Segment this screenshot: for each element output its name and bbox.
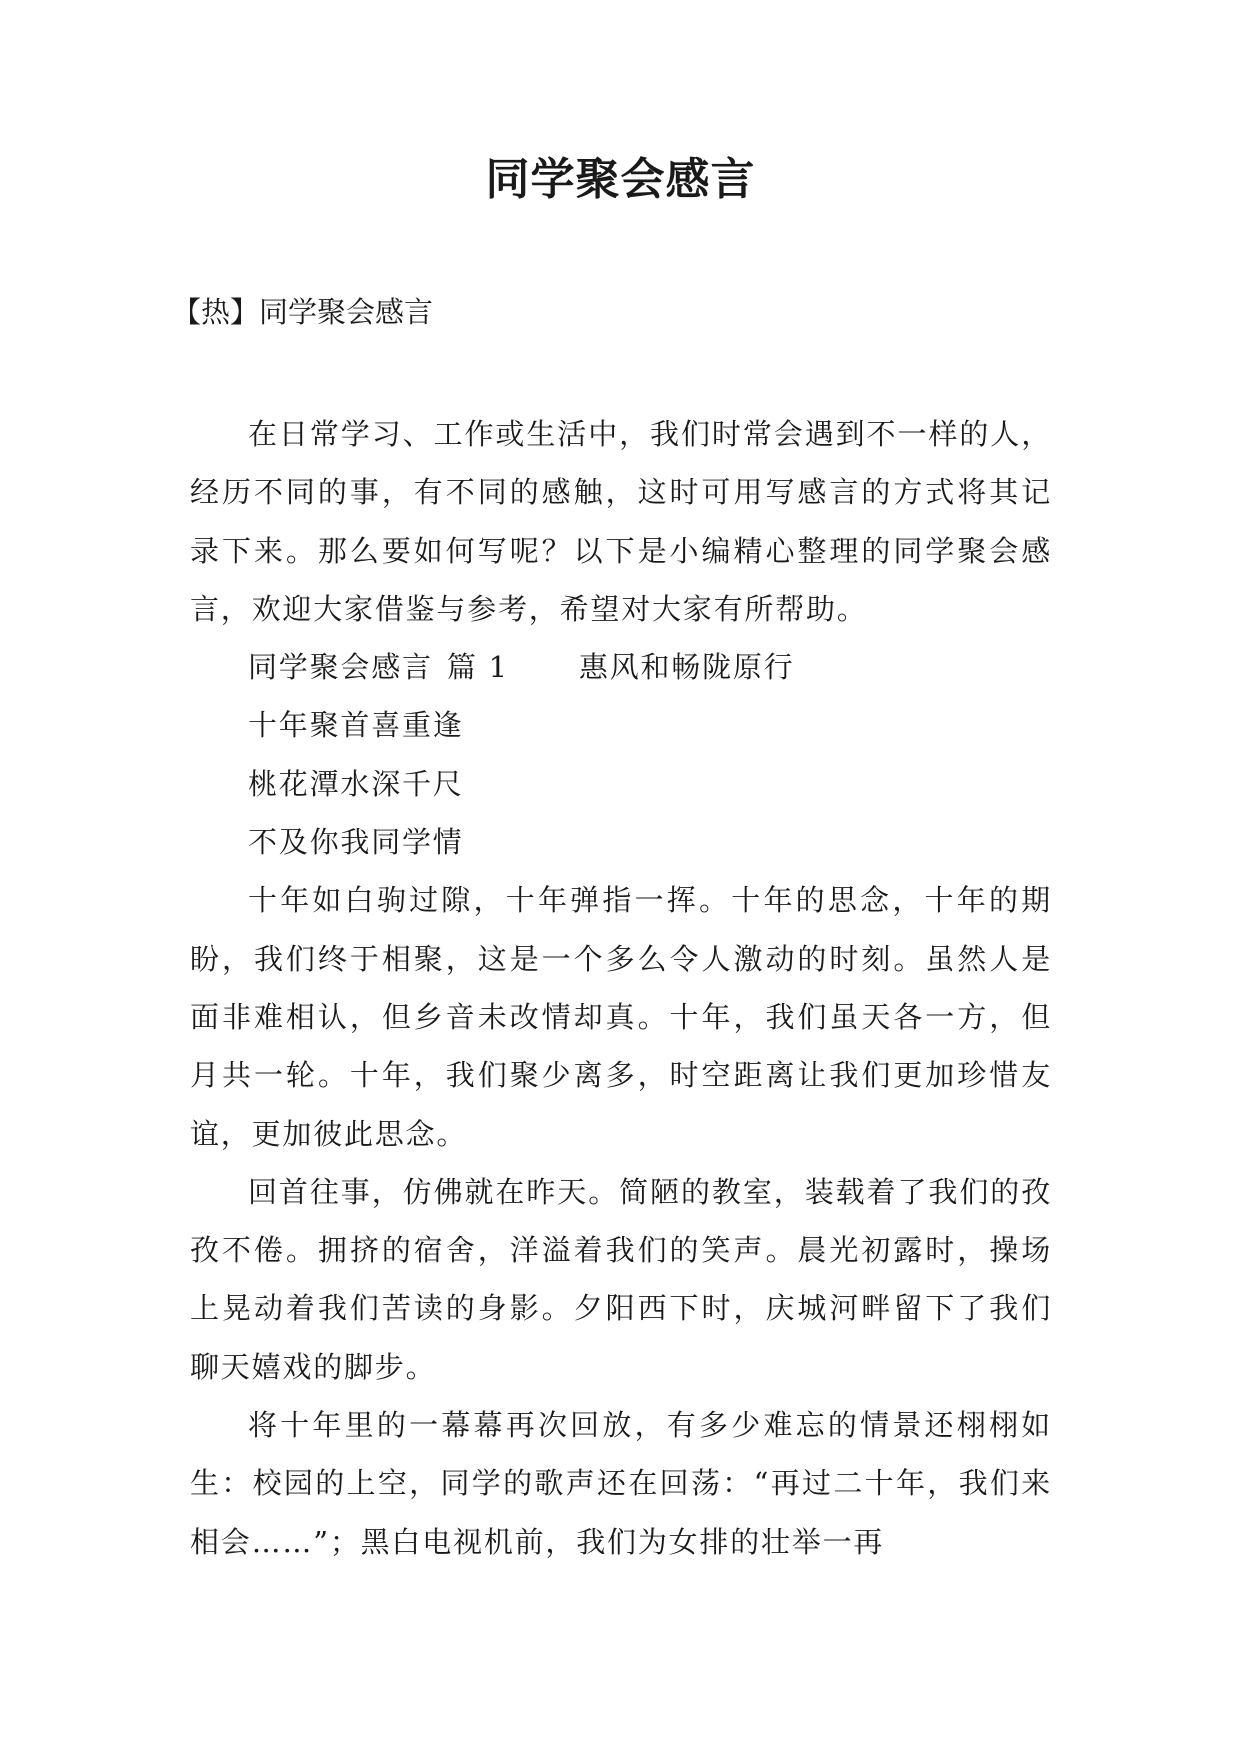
body-paragraph: 将十年里的一幕幕再次回放，有多少难忘的情景还栩栩如生：校园的上空，同学的歌声还在回荡：“再过二十年，我们来相会……”；黑白电视机前，我们为女排的壮举一再 — [190, 1408, 1052, 1559]
document-title: 同学聚会感言 — [485, 154, 756, 205]
section-heading-number: 篇 1 — [446, 650, 509, 685]
poem-line: 不及你我同学情 — [248, 825, 464, 860]
document-subtitle: 【热】同学聚会感言 — [172, 295, 434, 329]
body-paragraph: 回首往事，仿佛就在昨天。简陋的教室，装载着了我们的孜孜不倦。拥挤的宿舍，洋溢着我们的笑声。晨光初露时，操场上晃动着我们苦读的身影。夕阳西下时，庆城河畔留下了我们聊天嬉戏的脚步。 — [190, 1174, 1052, 1384]
poem-title: 惠风和畅陇原行 — [578, 650, 795, 685]
poem-line: 桃花潭水深千尺 — [248, 766, 464, 801]
document-body — [190, 405, 1052, 1571]
body-paragraph: 十年如白驹过隙，十年弹指一挥。十年的思念，十年的期盼，我们终于相聚，这是一个多么令人激动的时刻。虽然人是面非难相认，但乡音未改情却真。十年，我们虽天各一方，但月共一轮。十年，我们聚少离多，时空距离让我们更加珍惜友谊，更加彼此思念。 — [190, 883, 1052, 1151]
poem-line: 十年聚首喜重逢 — [248, 708, 464, 743]
section-heading — [190, 638, 1052, 696]
intro-paragraph: 在日常学习、工作或生活中，我们时常会遇到不一样的人，经历不同的事，有不同的感触，这时可用写感言的方式将其记录下来。那么要如何写呢？以下是小编精心整理的同学聚会感言，欢迎大家借鉴与参考，希望对大家有所帮助。 — [190, 417, 1052, 626]
section-heading-label: 同学聚会感言 — [248, 650, 433, 685]
